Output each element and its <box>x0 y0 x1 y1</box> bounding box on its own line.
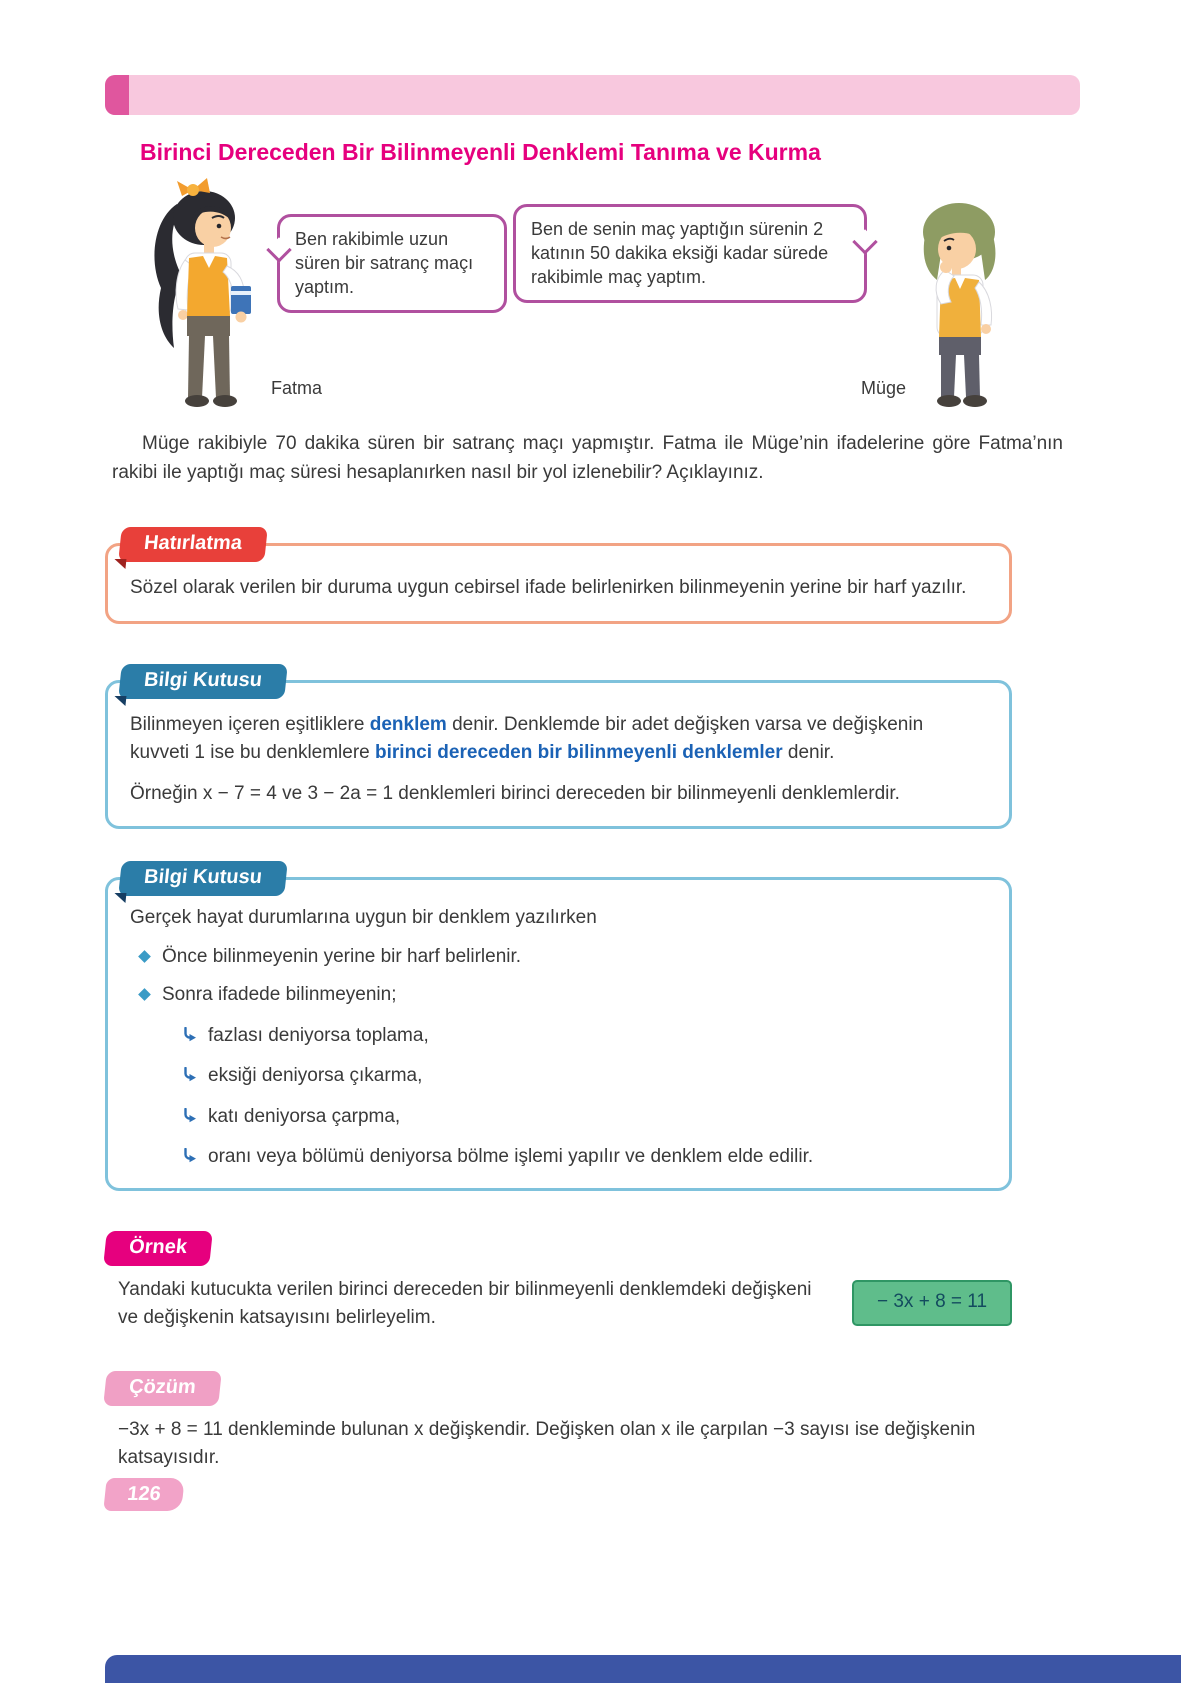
example-badge: Örnek <box>103 1231 212 1266</box>
bullet-item <box>140 943 987 972</box>
solution-section <box>105 1371 1012 1473</box>
speech-bubble-fatma <box>277 214 507 313</box>
info-box-1-paragraph-1 <box>130 711 987 768</box>
header-decoration-bar <box>105 75 1080 115</box>
info-box-1-badge: Bilgi Kutusu <box>118 664 287 699</box>
character-name-fatma: Fatma <box>271 378 323 398</box>
fatma-character-illustration <box>141 174 266 414</box>
sub-bullet-item <box>182 1062 987 1091</box>
diamond-bullet-icon <box>138 988 151 1001</box>
page-number-badge <box>103 1478 184 1511</box>
equation-box <box>852 1280 1012 1326</box>
info-text-part: Bilinmeyen içeren eşitliklere <box>130 713 370 735</box>
intro-paragraph: Müge rakibiyle 70 dakika süren bir satranç maçı yapmıştır. Fatma ile Müge’nin ifadelerine göre Fatma’nın rakibi ile yaptığı maç süresi hesaplanırken nasıl bir yol izlenebilir? Açıklayınız. <box>112 433 1063 483</box>
solution-badge: Çözüm <box>103 1371 221 1406</box>
reminder-text: Sözel olarak verilen bir duruma uygun cebirsel ifade belirlenirken bilinmeyenin yerine bir harf yazılır. <box>130 577 967 598</box>
info-text-part: denir. Denklemde bir adet değişken varsa ve değişkenin kuvveti 1 ise bu denklemlere <box>130 713 924 763</box>
example-text: Yandaki kutucukta verilen birinci dereceden bir bilinmeyenli denklemdeki değişkeni ve değişkenin katsayısını belirleyelim. <box>118 1278 812 1328</box>
header-bar <box>105 75 1080 115</box>
muge-character-illustration <box>897 192 1027 415</box>
sub-bullet-item <box>182 1022 987 1051</box>
info-box-2-intro: Gerçek hayat durumlarına uygun bir denklem yazılırken <box>130 907 597 928</box>
curved-arrow-icon <box>182 1067 196 1083</box>
speech-text-fatma: Ben rakibimle uzun süren bir satranç maçı yaptım. <box>295 229 474 297</box>
curved-arrow-icon <box>182 1027 196 1043</box>
bullet-text: Önce bilinmeyenin yerine bir harf belirlenir. <box>162 945 522 967</box>
equation-text: − 3x + 8 = 11 <box>876 1291 988 1313</box>
diamond-bullet-icon <box>138 950 151 963</box>
info-box-2-badge: Bilgi Kutusu <box>118 861 287 896</box>
speech-bubble-muge <box>513 204 867 303</box>
info-box-1 <box>105 668 1012 830</box>
curved-arrow-icon <box>182 1108 196 1124</box>
dialogue-scene <box>105 174 1081 416</box>
character-name-muge: Müge <box>861 378 907 398</box>
bullet-item <box>140 981 987 1010</box>
curved-arrow-icon <box>182 1148 196 1164</box>
sub-bullet-item <box>182 1103 987 1132</box>
footer-decoration-bar <box>105 1655 1181 1683</box>
info-box-1-paragraph-2: Örneğin x − 7 = 4 ve 3 − 2a = 1 denklemleri birinci dereceden bir bilinmeyenli denklemlerdir. <box>130 782 900 804</box>
sub-bullet-item <box>182 1143 987 1172</box>
reminder-badge: Hatırlatma <box>118 527 267 562</box>
emphasis-term: denklem <box>369 713 447 735</box>
sub-bullet-text: fazlası deniyorsa toplama, <box>208 1024 429 1046</box>
solution-text: −3x + 8 = 11 denkleminde bulunan x değişkendir. Değişken olan x ile çarpılan −3 sayısı ise değişkenin katsayısıdır. <box>118 1418 976 1468</box>
info-text-part: denir. <box>782 742 835 763</box>
example-section <box>105 1231 1012 1333</box>
page-title: Birinci Dereceden Bir Bilinmeyenli Denklemi Tanıma ve Kurma <box>140 139 821 165</box>
sub-bullet-text: katı deniyorsa çarpma, <box>208 1105 401 1127</box>
bullet-text: Sonra ifadede bilinmeyenin; <box>162 984 397 1005</box>
emphasis-term: birinci dereceden bir bilinmeyenli denklemler <box>375 742 783 763</box>
sub-bullet-text: oranı veya bölümü deniyorsa bölme işlemi yapılır ve denklem elde edilir. <box>208 1146 814 1167</box>
page-number: 126 <box>126 1483 162 1505</box>
sub-bullet-text: eksiği deniyorsa çıkarma, <box>208 1065 423 1086</box>
header-bar-accent <box>105 75 129 115</box>
reminder-box <box>105 532 1012 624</box>
speech-text-muge: Ben de senin maç yaptığın sürenin 2 katının 50 dakika eksiği kadar sürede rakibimle maç yaptım. <box>531 219 829 287</box>
info-box-2 <box>105 866 1012 1191</box>
